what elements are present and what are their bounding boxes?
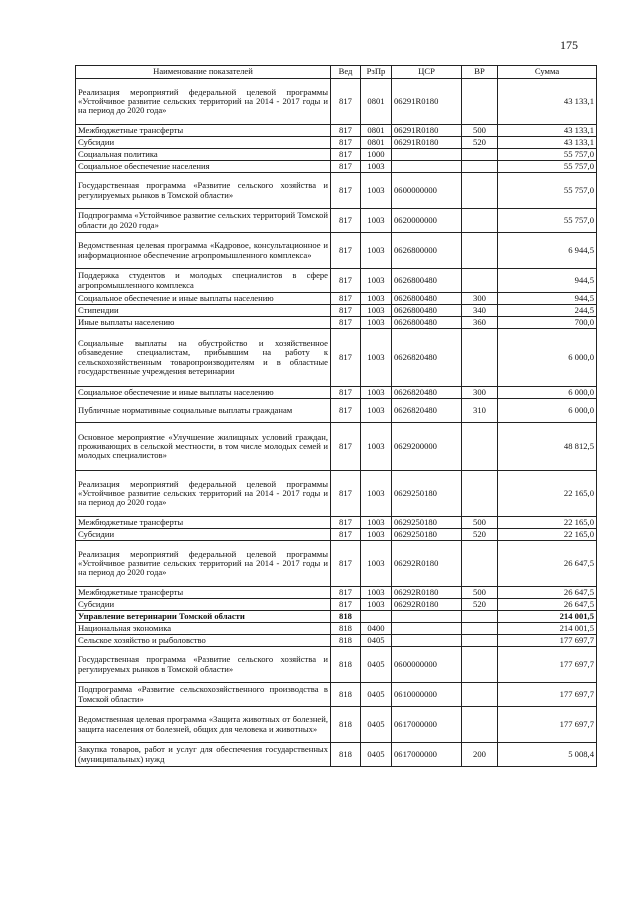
- cell-ved: 817: [331, 79, 361, 125]
- table-row: [76, 79, 597, 125]
- cell-ved: 817: [331, 423, 361, 471]
- cell-csr: 06292R0180: [392, 599, 462, 611]
- table-row: [76, 623, 597, 635]
- cell-ved: 817: [331, 541, 361, 587]
- cell-name: Сельское хозяйство и рыболовство: [76, 635, 331, 647]
- cell-rzpr: 1003: [361, 587, 392, 599]
- cell-csr: 0626800480: [392, 293, 462, 305]
- cell-name: Управление ветеринарии Томской области: [76, 611, 331, 623]
- cell-sum: 55 757,0: [498, 209, 597, 233]
- cell-sum: 6 000,0: [498, 387, 597, 399]
- cell-sum: 214 001,5: [498, 623, 597, 635]
- cell-name: Межбюджетные трансферты: [76, 125, 331, 137]
- cell-ved: 818: [331, 647, 361, 683]
- cell-rzpr: 1003: [361, 293, 392, 305]
- cell-sum: 177 697,7: [498, 647, 597, 683]
- table-row: [76, 317, 597, 329]
- cell-rzpr: 1003: [361, 233, 392, 269]
- cell-sum: 22 165,0: [498, 529, 597, 541]
- cell-name: Иные выплаты населению: [76, 317, 331, 329]
- cell-name: Государственная программа «Развитие сельского хозяйства и регулируемых рынков в Томской области»: [76, 647, 331, 683]
- cell-ved: 817: [331, 471, 361, 517]
- table-row: [76, 423, 597, 471]
- cell-sum: 43 133,1: [498, 125, 597, 137]
- cell-name: Субсидии: [76, 137, 331, 149]
- cell-csr: 06291R0180: [392, 137, 462, 149]
- cell-sum: 177 697,7: [498, 635, 597, 647]
- cell-vr: 300: [462, 387, 498, 399]
- cell-rzpr: 1003: [361, 329, 392, 387]
- cell-sum: 43 133,1: [498, 137, 597, 149]
- table-row: [76, 743, 597, 767]
- cell-vr: [462, 149, 498, 161]
- cell-csr: 0629250180: [392, 471, 462, 517]
- table-row: [76, 149, 597, 161]
- cell-vr: 500: [462, 517, 498, 529]
- cell-ved: 817: [331, 399, 361, 423]
- cell-name: Реализация мероприятий федеральной целевой программы «Устойчивое развитие сельских территорий на 2014 - 2017 годы и на период до 2020 года»: [76, 541, 331, 587]
- table-row: [76, 137, 597, 149]
- cell-sum: 944,5: [498, 293, 597, 305]
- cell-rzpr: 1003: [361, 517, 392, 529]
- cell-csr: 0600000000: [392, 647, 462, 683]
- cell-vr: [462, 611, 498, 623]
- table-row: [76, 125, 597, 137]
- cell-ved: 817: [331, 269, 361, 293]
- cell-sum: 22 165,0: [498, 471, 597, 517]
- cell-rzpr: 1003: [361, 599, 392, 611]
- cell-rzpr: 1003: [361, 541, 392, 587]
- cell-rzpr: 1003: [361, 305, 392, 317]
- cell-sum: 26 647,5: [498, 587, 597, 599]
- budget-table: [75, 65, 597, 767]
- cell-ved: 817: [331, 317, 361, 329]
- cell-rzpr: 1003: [361, 209, 392, 233]
- cell-ved: 817: [331, 137, 361, 149]
- cell-ved: 817: [331, 387, 361, 399]
- cell-csr: [392, 161, 462, 173]
- cell-sum: 177 697,7: [498, 683, 597, 707]
- table-row: [76, 329, 597, 387]
- table-row: [76, 611, 597, 623]
- cell-sum: 22 165,0: [498, 517, 597, 529]
- cell-sum: 700,0: [498, 317, 597, 329]
- cell-vr: [462, 173, 498, 209]
- table-row: [76, 305, 597, 317]
- cell-ved: 817: [331, 587, 361, 599]
- cell-ved: 818: [331, 707, 361, 743]
- cell-csr: 0629250180: [392, 529, 462, 541]
- cell-rzpr: 0801: [361, 137, 392, 149]
- cell-vr: 300: [462, 293, 498, 305]
- cell-vr: [462, 329, 498, 387]
- cell-vr: 360: [462, 317, 498, 329]
- cell-rzpr: 0405: [361, 707, 392, 743]
- table-body: [76, 79, 597, 767]
- cell-ved: 818: [331, 635, 361, 647]
- cell-ved: 817: [331, 517, 361, 529]
- page-number: 175: [560, 38, 578, 52]
- cell-name: Субсидии: [76, 529, 331, 541]
- cell-csr: 0626820480: [392, 399, 462, 423]
- cell-sum: 48 812,5: [498, 423, 597, 471]
- cell-vr: 310: [462, 399, 498, 423]
- cell-ved: 817: [331, 293, 361, 305]
- cell-name: Подпрограмма «Развитие сельскохозяйственного производства в Томской области»: [76, 683, 331, 707]
- cell-rzpr: 0400: [361, 623, 392, 635]
- cell-rzpr: 1003: [361, 399, 392, 423]
- cell-name: Социальное обеспечение населения: [76, 161, 331, 173]
- cell-csr: 0629200000: [392, 423, 462, 471]
- cell-name: Национальная экономика: [76, 623, 331, 635]
- cell-rzpr: 1003: [361, 161, 392, 173]
- cell-ved: 817: [331, 173, 361, 209]
- cell-sum: 43 133,1: [498, 79, 597, 125]
- cell-rzpr: 1003: [361, 387, 392, 399]
- cell-sum: 177 697,7: [498, 707, 597, 743]
- table-row: [76, 635, 597, 647]
- cell-csr: 06292R0180: [392, 541, 462, 587]
- cell-csr: 0626800480: [392, 305, 462, 317]
- cell-ved: 818: [331, 743, 361, 767]
- cell-sum: 26 647,5: [498, 599, 597, 611]
- cell-sum: 26 647,5: [498, 541, 597, 587]
- table-row: [76, 387, 597, 399]
- cell-vr: [462, 233, 498, 269]
- cell-rzpr: 0801: [361, 125, 392, 137]
- table-row: [76, 517, 597, 529]
- cell-name: Субсидии: [76, 599, 331, 611]
- table-row: [76, 173, 597, 209]
- cell-vr: [462, 79, 498, 125]
- cell-csr: 06291R0180: [392, 79, 462, 125]
- cell-name: Ведомственная целевая программа «Кадровое, консультационное и информационное обеспечение агропромышленного комплекса»: [76, 233, 331, 269]
- cell-name: Подпрограмма «Устойчивое развитие сельских территорий Томской области до 2020 года»: [76, 209, 331, 233]
- cell-ved: 818: [331, 683, 361, 707]
- header-csr: ЦСР: [392, 66, 462, 79]
- cell-rzpr: 1003: [361, 529, 392, 541]
- cell-ved: 817: [331, 529, 361, 541]
- cell-csr: [392, 149, 462, 161]
- cell-sum: 5 008,4: [498, 743, 597, 767]
- cell-name: Межбюджетные трансферты: [76, 517, 331, 529]
- table-header-row: [76, 66, 597, 79]
- table-row: [76, 599, 597, 611]
- cell-vr: 340: [462, 305, 498, 317]
- cell-sum: 6 944,5: [498, 233, 597, 269]
- cell-vr: 520: [462, 137, 498, 149]
- cell-csr: 0626820480: [392, 387, 462, 399]
- cell-sum: 244,5: [498, 305, 597, 317]
- table-row: [76, 233, 597, 269]
- cell-csr: [392, 611, 462, 623]
- header-name: Наименование показателей: [76, 66, 331, 79]
- cell-name: Государственная программа «Развитие сельского хозяйства и регулируемых рынков в Томской области»: [76, 173, 331, 209]
- cell-csr: 0620000000: [392, 209, 462, 233]
- cell-name: Социальные выплаты на обустройство и хозяйственное обзаведение специалистам, прибывшим на работу к сельскохозяйственным товаропроизводителям и в областные государственные учреждения ветеринарии: [76, 329, 331, 387]
- cell-ved: 817: [331, 233, 361, 269]
- cell-rzpr: 1003: [361, 471, 392, 517]
- cell-vr: [462, 541, 498, 587]
- cell-csr: 0626800480: [392, 317, 462, 329]
- cell-sum: 55 757,0: [498, 149, 597, 161]
- cell-name: Реализация мероприятий федеральной целевой программы «Устойчивое развитие сельских территорий на 2014 - 2017 годы и на период до 2020 года»: [76, 79, 331, 125]
- cell-rzpr: 0405: [361, 635, 392, 647]
- cell-rzpr: 1003: [361, 317, 392, 329]
- cell-sum: 944,5: [498, 269, 597, 293]
- cell-rzpr: 0405: [361, 743, 392, 767]
- cell-csr: 0600000000: [392, 173, 462, 209]
- cell-vr: 520: [462, 529, 498, 541]
- cell-rzpr: 0405: [361, 647, 392, 683]
- cell-csr: 06291R0180: [392, 125, 462, 137]
- cell-vr: [462, 647, 498, 683]
- cell-vr: 500: [462, 125, 498, 137]
- cell-sum: 6 000,0: [498, 399, 597, 423]
- cell-ved: 817: [331, 305, 361, 317]
- cell-ved: 817: [331, 149, 361, 161]
- cell-rzpr: 1000: [361, 149, 392, 161]
- cell-name: Публичные нормативные социальные выплаты гражданам: [76, 399, 331, 423]
- cell-vr: [462, 209, 498, 233]
- cell-sum: 214 001,5: [498, 611, 597, 623]
- cell-vr: [462, 635, 498, 647]
- cell-name: Поддержка студентов и молодых специалистов в сфере агропромышленного комплекса: [76, 269, 331, 293]
- cell-rzpr: 1003: [361, 423, 392, 471]
- cell-name: Социальная политика: [76, 149, 331, 161]
- cell-sum: 6 000,0: [498, 329, 597, 387]
- table-row: [76, 209, 597, 233]
- cell-vr: [462, 683, 498, 707]
- cell-ved: 817: [331, 125, 361, 137]
- cell-csr: 0629250180: [392, 517, 462, 529]
- table-row: [76, 587, 597, 599]
- cell-vr: [462, 269, 498, 293]
- cell-ved: 817: [331, 329, 361, 387]
- cell-csr: 0610000000: [392, 683, 462, 707]
- table-row: [76, 161, 597, 173]
- table-row: [76, 269, 597, 293]
- cell-vr: 520: [462, 599, 498, 611]
- cell-rzpr: [361, 611, 392, 623]
- cell-ved: 818: [331, 623, 361, 635]
- cell-csr: 0626800000: [392, 233, 462, 269]
- cell-sum: 55 757,0: [498, 161, 597, 173]
- header-vr: ВР: [462, 66, 498, 79]
- table-row: [76, 471, 597, 517]
- table-row: [76, 293, 597, 305]
- cell-csr: [392, 635, 462, 647]
- cell-csr: [392, 623, 462, 635]
- cell-sum: 55 757,0: [498, 173, 597, 209]
- cell-ved: 817: [331, 209, 361, 233]
- cell-vr: 200: [462, 743, 498, 767]
- cell-vr: [462, 623, 498, 635]
- cell-name: Социальное обеспечение и иные выплаты населению: [76, 387, 331, 399]
- cell-name: Закупка товаров, работ и услуг для обеспечения государственных (муниципальных) нужд: [76, 743, 331, 767]
- cell-name: Реализация мероприятий федеральной целевой программы «Устойчивое развитие сельских территорий на 2014 - 2017 годы и на период до 2020 года»: [76, 471, 331, 517]
- cell-csr: 0617000000: [392, 743, 462, 767]
- cell-vr: [462, 471, 498, 517]
- cell-rzpr: 0405: [361, 683, 392, 707]
- cell-vr: [462, 161, 498, 173]
- table-row: [76, 647, 597, 683]
- cell-name: Межбюджетные трансферты: [76, 587, 331, 599]
- cell-vr: 500: [462, 587, 498, 599]
- cell-name: Основное мероприятие «Улучшение жилищных условий граждан, проживающих в сельской местности, в том числе молодых семей и молодых специалистов»: [76, 423, 331, 471]
- cell-csr: 0626820480: [392, 329, 462, 387]
- table-row: [76, 541, 597, 587]
- cell-vr: [462, 707, 498, 743]
- cell-rzpr: 1003: [361, 269, 392, 293]
- cell-name: Ведомственная целевая программа «Защита животных от болезней, защита населения от болезней, общих для человека и животных»: [76, 707, 331, 743]
- cell-ved: 818: [331, 611, 361, 623]
- cell-vr: [462, 423, 498, 471]
- cell-rzpr: 1003: [361, 173, 392, 209]
- header-sum: Сумма: [498, 66, 597, 79]
- cell-csr: 06292R0180: [392, 587, 462, 599]
- table-row: [76, 529, 597, 541]
- cell-name: Социальное обеспечение и иные выплаты населению: [76, 293, 331, 305]
- cell-csr: 0626800480: [392, 269, 462, 293]
- cell-ved: 817: [331, 161, 361, 173]
- table-row: [76, 683, 597, 707]
- header-ved: Вед: [331, 66, 361, 79]
- cell-rzpr: 0801: [361, 79, 392, 125]
- table-row: [76, 707, 597, 743]
- table-row: [76, 399, 597, 423]
- cell-ved: 817: [331, 599, 361, 611]
- cell-name: Стипендии: [76, 305, 331, 317]
- header-rzpr: РзПр: [361, 66, 392, 79]
- cell-csr: 0617000000: [392, 707, 462, 743]
